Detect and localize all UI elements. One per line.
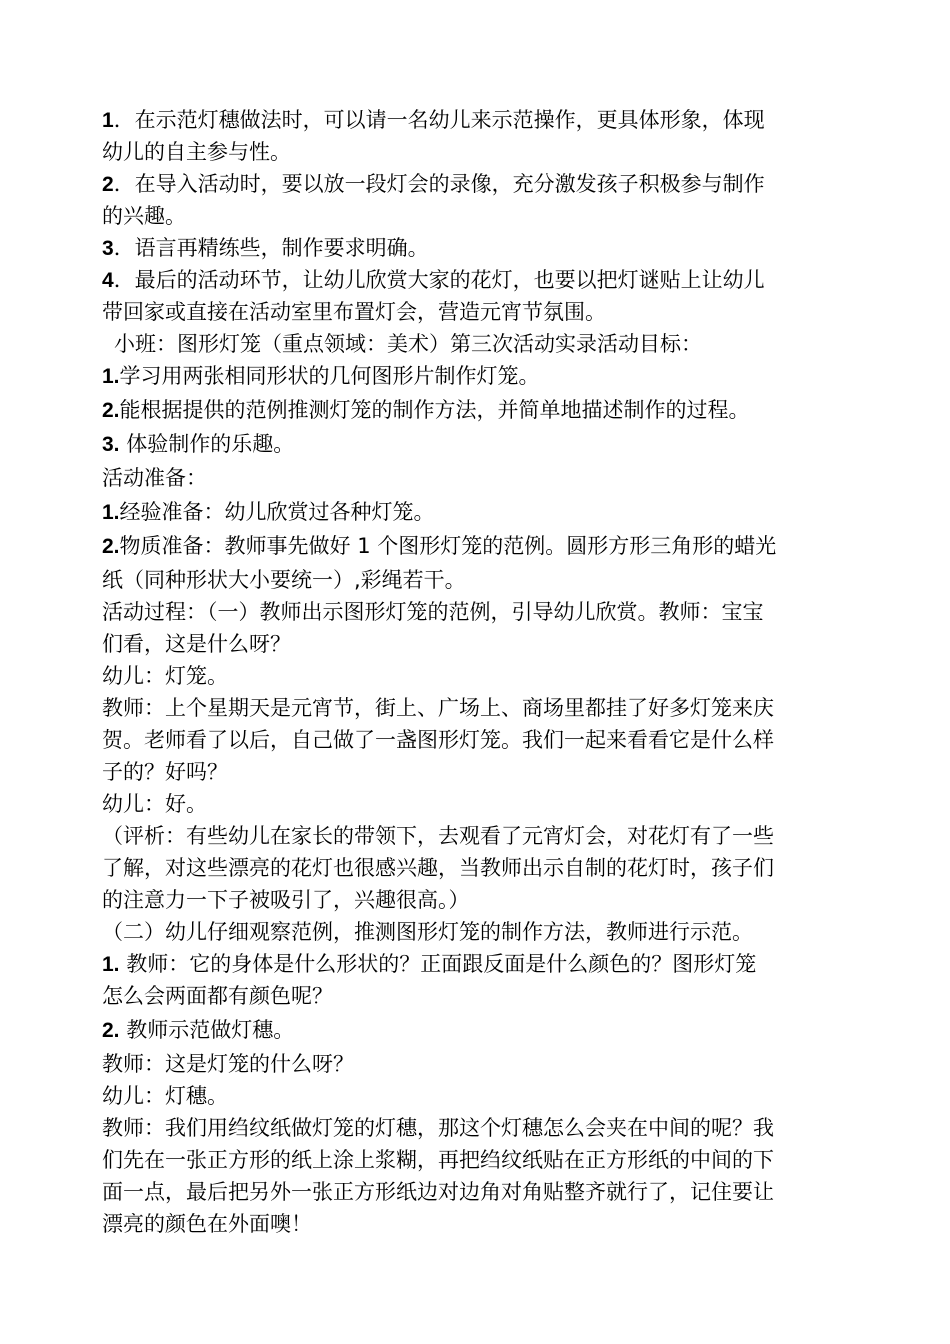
- text-line: [102, 756, 862, 788]
- text-line: [102, 692, 862, 724]
- line-text: 们看，这是什么呀？: [102, 632, 291, 656]
- text-line: [102, 360, 862, 392]
- line-text: 体验制作的乐趣。: [119, 432, 295, 456]
- line-text: 小班：图形灯笼（重点领域：美术）第三次活动实录活动目标：: [114, 332, 702, 356]
- item-number: 1.: [102, 953, 120, 976]
- text-line: [102, 462, 862, 494]
- line-text: 幼儿：灯穗。: [102, 1084, 228, 1108]
- line-text: 幼儿：好。: [102, 792, 207, 816]
- line-text: 子的？好吗？: [102, 760, 228, 784]
- line-text: 面一点，最后把另外一张正方形纸边对边角对角贴整齐就行了，记住要让: [102, 1180, 774, 1204]
- line-text: 的注意力一下子被吸引了，兴趣很高。）: [102, 888, 470, 912]
- text-line: [102, 1208, 862, 1240]
- text-line: [102, 394, 862, 426]
- line-text: 经验准备：幼儿欣赏过各种灯笼。: [119, 500, 435, 524]
- text-line: [102, 428, 862, 460]
- text-line: [102, 564, 862, 596]
- line-text: 了解，对这些漂亮的花灯也很感兴趣，当教师出示自制的花灯时，孩子们: [102, 856, 774, 880]
- line-text: 漂亮的颜色在外面噢！: [102, 1212, 312, 1236]
- line-text: 能根据提供的范例推测灯笼的制作方法，并简单地描述制作的过程。: [119, 398, 750, 422]
- text-line: [102, 788, 862, 820]
- text-line: [102, 884, 862, 916]
- text-line: [102, 852, 862, 884]
- line-text: 纸（同种形状大小要统一）,彩绳若干。: [102, 568, 466, 592]
- text-line: [102, 264, 862, 296]
- line-text: （二）幼儿仔细观察范例，推测图形灯笼的制作方法，教师进行示范。: [102, 920, 753, 944]
- text-line: [102, 104, 862, 136]
- item-number: 2.: [102, 535, 120, 558]
- text-line: [102, 530, 862, 562]
- text-line: [102, 496, 862, 528]
- line-text: ．在导入活动时，要以放一段灯会的录像，充分激发孩子积极参与制作: [113, 172, 765, 196]
- text-line: [102, 200, 862, 232]
- line-text: 教师示范做灯穗。: [119, 1018, 295, 1042]
- line-text: ．最后的活动环节，让幼儿欣赏大家的花灯，也要以把灯谜贴上让幼儿: [113, 268, 765, 292]
- section-heading: [102, 916, 862, 948]
- text-line: [102, 1014, 862, 1046]
- text-line: [102, 1112, 862, 1144]
- text-line: [102, 628, 862, 660]
- text-line: [102, 1048, 862, 1080]
- text-line: [102, 232, 862, 264]
- text-line: [102, 596, 862, 628]
- text-line: [102, 980, 862, 1012]
- item-number: 1.: [102, 501, 120, 524]
- line-text: （评析：有些幼儿在家长的带领下，去观看了元宵灯会，对花灯有了一些: [102, 824, 774, 848]
- item-number: 2.: [102, 1019, 120, 1042]
- line-text: 幼儿的自主参与性。: [102, 140, 291, 164]
- text-line: [102, 136, 862, 168]
- line-text: 教师：我们用绉纹纸做灯笼的灯穗，那这个灯穗怎么会夹在中间的呢？我: [102, 1116, 774, 1140]
- item-number: 1.: [102, 365, 120, 388]
- line-text: 物质准备：教师事先做好 1 个图形灯笼的范例。圆形方形三角形的蜡光: [119, 534, 777, 558]
- line-text: 教师：它的身体是什么形状的？正面跟反面是什么颜色的？图形灯笼: [119, 952, 757, 976]
- text-line: [102, 660, 862, 692]
- text-line: [102, 948, 862, 980]
- text-line: [102, 1176, 862, 1208]
- line-text: ．在示范灯穗做法时，可以请一名幼儿来示范操作，更具体形象，体现: [113, 108, 765, 132]
- item-number: 2.: [102, 399, 120, 422]
- item-number: 2: [102, 173, 114, 196]
- line-text: 教师：这是灯笼的什么呀？: [102, 1052, 354, 1076]
- line-text: 幼儿：灯笼。: [102, 664, 228, 688]
- item-number: 3.: [102, 433, 120, 456]
- line-text: 贺。老师看了以后，自己做了一盏图形灯笼。我们一起来看看它是什么样: [102, 728, 774, 752]
- line-text: 活动过程：（一）教师出示图形灯笼的范例，引导幼儿欣赏。教师：宝宝: [102, 600, 764, 624]
- line-text: 活动准备：: [102, 466, 207, 490]
- line-text: 学习用两张相同形状的几何图形片制作灯笼。: [119, 364, 540, 388]
- line-text: 们先在一张正方形的纸上涂上浆糊，再把绉纹纸贴在正方形纸的中间的下: [102, 1148, 774, 1172]
- text-line: [102, 1144, 862, 1176]
- text-line: [102, 296, 862, 328]
- line-text: ．语言再精练些，制作要求明确。: [113, 236, 429, 260]
- item-number: 3: [102, 237, 114, 260]
- line-text: 怎么会两面都有颜色呢？: [102, 984, 333, 1008]
- section-heading: [114, 328, 874, 360]
- text-line: [102, 1080, 862, 1112]
- text-line: [102, 820, 862, 852]
- text-line: [102, 168, 862, 200]
- line-text: 教师：上个星期天是元宵节，街上、广场上、商场里都挂了好多灯笼来庆: [102, 696, 774, 720]
- item-number: 4: [102, 269, 114, 292]
- line-text: 的兴趣。: [102, 204, 186, 228]
- text-line: [102, 724, 862, 756]
- item-number: 1: [102, 109, 114, 132]
- line-text: 带回家或直接在活动室里布置灯会，营造元宵节氛围。: [102, 300, 606, 324]
